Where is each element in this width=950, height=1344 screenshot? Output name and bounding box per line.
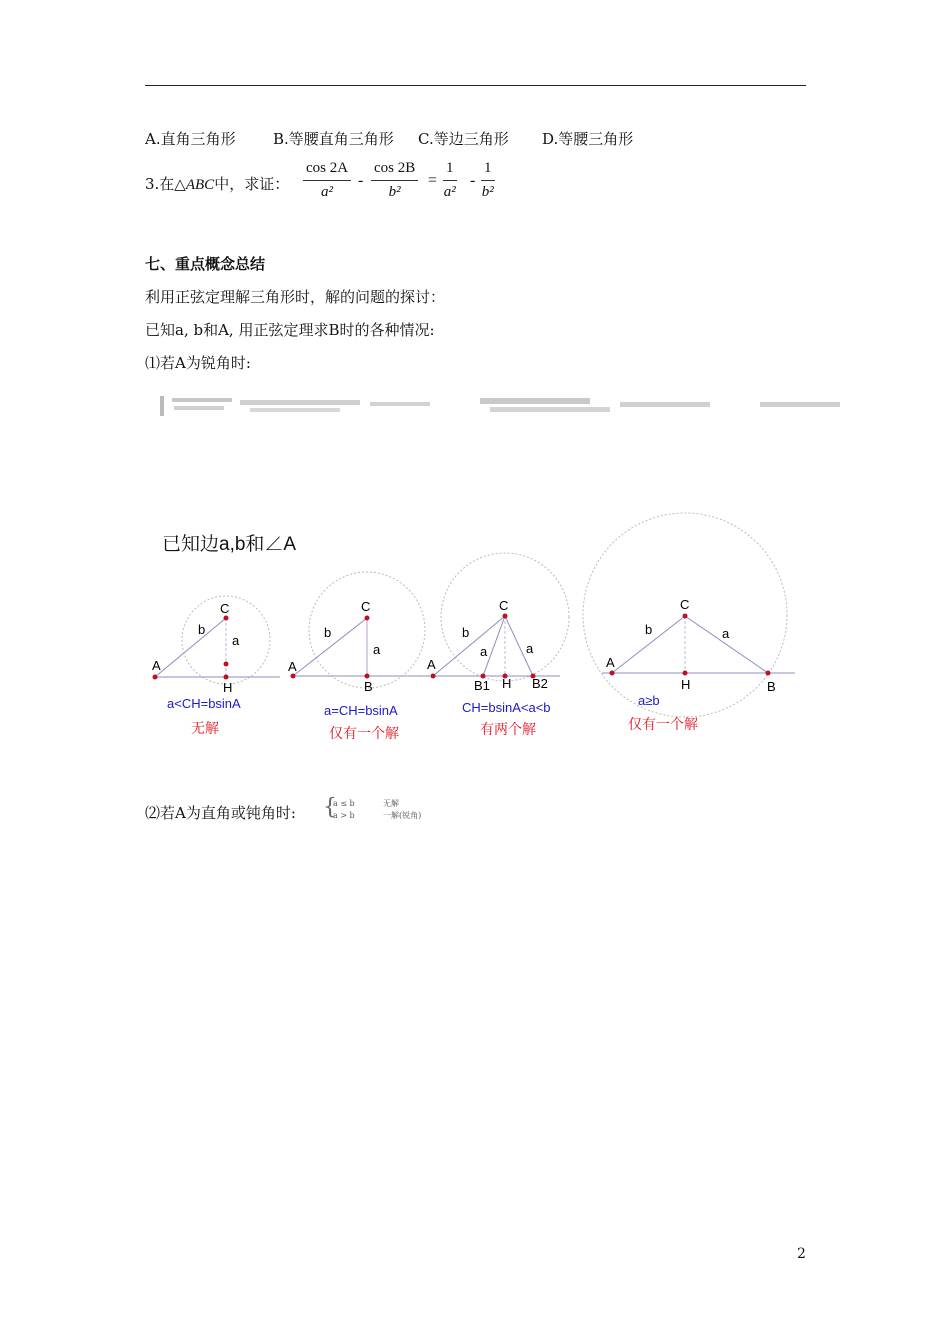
label-b: b [198,622,206,637]
label-a: a [722,626,730,641]
q3-prefix-text: 3.在△ [145,175,186,193]
label-C: C [361,599,371,614]
label-C: C [680,597,690,612]
fraction-1-b2 [481,160,495,201]
point-a-end [224,662,229,667]
case-1-label: ⑴若A为锐角时: [145,354,251,372]
condition-text: a<CH=bsinA [167,696,241,711]
label-b: b [324,625,332,640]
option-b: B.等腰直角三角形 [273,130,394,148]
fraction-cos2b-den: b² [388,184,401,200]
fraction-1-a2-den: a² [443,184,456,200]
label-a: a [373,642,381,657]
brace-row-1 [333,798,399,809]
point-c [683,614,688,619]
label-b: b [645,622,653,637]
fraction-1-a2 [443,160,457,201]
panel-one-solution-a-ge-b [583,513,795,732]
point-b [766,671,771,676]
brace-row-2 [333,810,421,821]
brace-row-2-lhs: a > b [333,811,355,820]
result-text: 仅有一个解 [628,716,698,732]
label-B2: B2 [532,676,548,691]
header-rule [145,85,806,86]
point-h [683,671,688,676]
label-A: A [606,655,615,670]
minus-sign: - [470,172,476,189]
brace-row-2-rhs: 一解(锐角) [383,811,422,820]
section-heading: 七、重点概念总结 [145,255,266,273]
option-d: D.等腰三角形 [542,130,634,148]
point-a [610,671,615,676]
fraction-1-a2-num: 1 [446,160,454,176]
minus-sign: - [358,172,364,189]
result-text: 仅有一个解 [329,725,399,741]
page-number: 2 [797,1246,806,1262]
condition-text: CH=bsinA<a<b [462,700,551,715]
label-A: A [288,659,297,674]
panel-one-solution-right [288,572,430,741]
label-H: H [681,677,691,692]
point-b [365,674,370,679]
brace-row-1-lhs: a ≤ b [333,799,355,808]
point-a [431,674,436,679]
q3-suffix: 中，求证： [214,175,290,193]
option-c: C.等边三角形 [418,130,509,148]
fraction-1-b2-num: 1 [484,160,492,176]
fraction-cos2b-num: cos 2B [374,160,416,176]
side-a [685,616,768,673]
label-C: C [499,598,509,613]
illegible-formula-strip [160,394,842,418]
point-h [224,675,229,680]
q3-prefix [145,173,289,194]
equals-sign: = [428,172,438,189]
panel-no-solution [152,596,280,736]
fraction-bar [443,180,457,181]
label-b: b [462,625,470,640]
fraction-bar [481,180,495,181]
side-b [155,618,226,677]
label-C: C [220,601,230,616]
label-a: a [232,633,240,648]
fraction-bar [371,180,418,181]
diagram-title: 已知边a,b和∠A [162,534,297,555]
fraction-cos2a [303,160,351,201]
section-line-2: 已知a, b和A, 用正弦定理求B时的各种情况: [145,321,435,339]
result-text: 有两个解 [480,721,536,737]
label-A: A [427,657,436,672]
q3-triangle: ABC [185,177,215,193]
result-text: 无解 [191,720,219,736]
point-a [153,675,158,680]
fraction-1-b2-den: b² [481,184,494,200]
label-B1: B1 [474,678,490,693]
brace-icon: { [323,795,337,820]
fraction-cos2a-num: cos 2A [306,160,349,176]
label-a-right: a [526,641,534,656]
point-c [503,614,508,619]
fraction-cos2a-den: a² [321,184,334,200]
brace-row-1-rhs: 无解 [383,799,399,808]
sine-law-cases-diagram [140,510,820,750]
fraction-cos2b [371,160,418,201]
condition-text: a≥b [638,693,660,708]
section-line-1: 利用正弦定理解三角形时，解的问题的探讨： [145,288,446,306]
label-B: B [767,679,776,694]
point-c [365,616,370,621]
label-H: H [502,676,512,691]
fraction-bar [303,180,351,181]
point-c [224,616,229,621]
label-B: B [364,679,373,694]
panel-two-solutions [427,553,569,737]
condition-text: a=CH=bsinA [324,703,398,718]
label-a-left: a [480,644,488,659]
option-a: A.直角三角形 [145,130,236,148]
case-2-label: ⑵若A为直角或钝角时: [145,804,296,822]
label-H: H [223,680,233,695]
point-a [291,674,296,679]
label-A: A [152,658,161,673]
